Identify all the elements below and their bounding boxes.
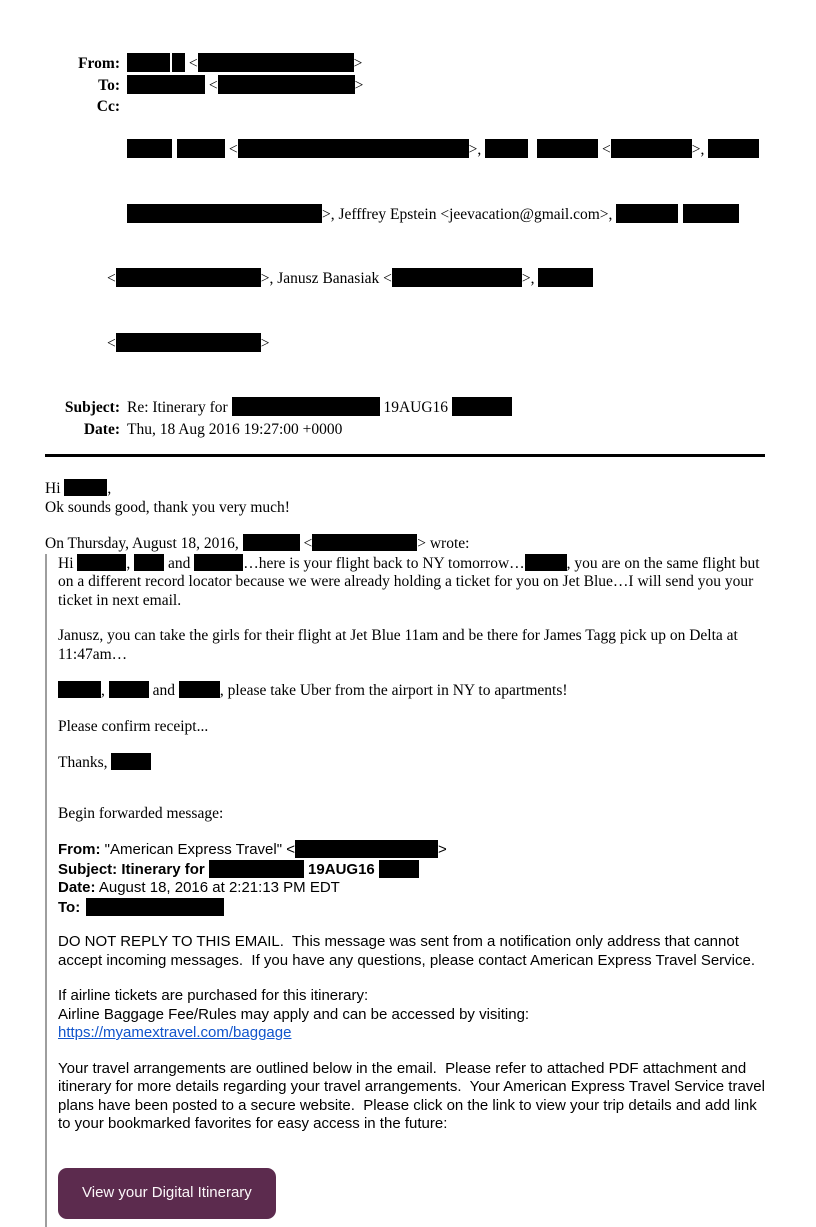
angle-close-comma: >, xyxy=(692,141,709,158)
redaction-bar xyxy=(86,898,224,916)
angle-open: < xyxy=(205,77,218,94)
quote-paragraph-thanks xyxy=(58,753,765,773)
quote-text: and xyxy=(164,555,194,572)
redaction-bar xyxy=(177,139,225,158)
forwarded-from-line xyxy=(58,840,765,860)
angle-open: < xyxy=(107,335,116,352)
redaction-bar xyxy=(109,681,149,698)
subject-value xyxy=(127,397,765,419)
redaction-bar xyxy=(538,268,593,287)
redaction-bar xyxy=(116,333,261,352)
redaction-bar xyxy=(238,139,469,158)
quote-text: …here is your flight back to NY tomorrow… xyxy=(243,555,524,572)
redaction-bar xyxy=(64,479,107,496)
no-reply-paragraph: DO NOT REPLY TO THIS EMAIL. This message was sent from a notification only address that cannot accept incoming messages. If you have any questions, please contact American Express Travel Service. xyxy=(58,933,765,970)
redaction-bar xyxy=(392,268,522,287)
angle-open: < xyxy=(107,270,116,287)
redaction-bar xyxy=(179,681,220,698)
forwarded-header xyxy=(58,840,765,917)
travel-arrangements-paragraph: Your travel arrangements are outlined below in the email. Please refer to attached PDF attachment and itinerary for more details regarding your travel arrangements. Your American Express Travel Service travel plans have been posted to a secure website. Please click on the link to view your trip details and add link to your bookmarked favorites for easy access in the future: xyxy=(58,1060,765,1134)
redaction-bar xyxy=(452,397,512,416)
redaction-bar xyxy=(611,139,692,158)
redaction-bar xyxy=(209,860,304,878)
angle-open: < xyxy=(225,141,238,158)
redaction-bar xyxy=(312,534,417,551)
cc-line-2 xyxy=(127,204,765,226)
redaction-bar xyxy=(194,554,243,571)
redaction-bar xyxy=(58,681,101,698)
wrote-text: On Thursday, August 18, 2016, xyxy=(45,535,243,552)
forwarded-subject-text: Itinerary for xyxy=(117,861,209,878)
baggage-text-2: Airline Baggage Fee/Rules may apply and can be accessed by visiting: xyxy=(58,1006,529,1023)
cc-line-1 xyxy=(127,139,765,161)
cc-epstein-text: >, Jefffrey Epstein <jeevacation@gmail.com>, xyxy=(322,206,616,223)
angle-close: > xyxy=(355,77,364,94)
quote-text: , xyxy=(126,555,134,572)
quote-text: , please take Uber from the airport in NY to apartments! xyxy=(220,682,568,699)
forwarded-date-label: Date: xyxy=(58,879,96,896)
cc-line-4 xyxy=(107,333,765,355)
date-value: Thu, 18 Aug 2016 19:27:00 +0000 xyxy=(127,419,765,441)
begin-forwarded-line: Begin forwarded message: xyxy=(58,805,765,824)
cc-banasiak-text: >, Janusz Banasiak < xyxy=(261,270,392,287)
wrote-suffix: > wrote: xyxy=(417,535,469,552)
greeting-comma: , xyxy=(107,480,111,497)
angle-close: > xyxy=(438,841,447,858)
forwarded-date-value: August 18, 2016 at 2:21:13 PM EDT xyxy=(96,879,340,896)
redaction-bar xyxy=(295,840,438,858)
redaction-bar xyxy=(537,139,598,158)
forwarded-subject-label: Subject: xyxy=(58,861,117,878)
to-label: To: xyxy=(45,75,120,97)
redaction-bar xyxy=(243,534,300,551)
angle-close: > xyxy=(354,55,363,72)
subject-text: Re: Itinerary for xyxy=(127,399,232,416)
forwarded-from-label: From: xyxy=(58,841,101,858)
quote-paragraph-uber xyxy=(58,681,765,701)
angle-close-comma: >, xyxy=(522,270,539,287)
quote-paragraph-janusz: Janusz, you can take the girls for their flight at Jet Blue 11am and be there for James Tagg pick up on Delta at 11:47am… xyxy=(58,627,765,664)
forwarded-from-value: "American Express Travel" < xyxy=(101,841,295,858)
redaction-bar xyxy=(232,397,380,416)
greeting-text: Hi xyxy=(45,480,64,497)
angle-close: > xyxy=(261,335,270,352)
redaction-bar xyxy=(379,860,419,878)
redaction-bar xyxy=(683,204,739,223)
header-separator xyxy=(45,454,765,457)
header-row-cc xyxy=(45,96,765,397)
quote-paragraph-confirm: Please confirm receipt... xyxy=(58,718,765,737)
subject-label: Subject: xyxy=(45,397,120,419)
forwarded-subject-date-code: 19AUG16 xyxy=(304,861,379,878)
forwarded-to-label: To: xyxy=(58,899,80,916)
cc-value xyxy=(127,96,765,397)
quote-text: Hi xyxy=(58,555,77,572)
header-row-from xyxy=(45,53,765,75)
quoted-message xyxy=(45,554,765,1227)
cc-line-3 xyxy=(107,268,765,290)
greeting-line xyxy=(45,479,765,499)
redaction-bar xyxy=(172,53,185,72)
wrote-line xyxy=(45,534,765,554)
baggage-text-1: If airline tickets are purchased for this itinerary: xyxy=(58,987,368,1004)
redaction-bar xyxy=(127,75,205,94)
from-value xyxy=(127,53,765,75)
redaction-bar xyxy=(127,139,172,158)
email-header xyxy=(45,53,765,440)
forwarded-message xyxy=(58,840,765,1219)
date-label: Date: xyxy=(45,419,120,441)
forwarded-to-line xyxy=(58,898,765,918)
redaction-bar xyxy=(134,554,164,571)
quote-paragraph-flight xyxy=(58,554,765,611)
redaction-bar xyxy=(218,75,355,94)
forwarded-date-line xyxy=(58,879,765,898)
angle-open: < xyxy=(185,55,198,72)
redaction-bar xyxy=(127,53,170,72)
redaction-bar xyxy=(525,554,567,571)
subject-date-code: 19AUG16 xyxy=(380,399,452,416)
redaction-bar xyxy=(116,268,261,287)
redaction-bar xyxy=(485,139,528,158)
quote-text: and xyxy=(149,682,179,699)
baggage-paragraph xyxy=(58,987,765,1043)
to-value xyxy=(127,75,765,97)
cc-label: Cc: xyxy=(45,96,120,118)
email-body xyxy=(45,479,765,1227)
forwarded-subject-line xyxy=(58,860,765,880)
header-row-date xyxy=(45,419,765,441)
angle-close-comma: >, xyxy=(469,141,486,158)
ok-line: Ok sounds good, thank you very much! xyxy=(45,499,765,518)
quote-text: Thanks, xyxy=(58,754,111,771)
redaction-bar xyxy=(616,204,678,223)
button-row xyxy=(58,1168,765,1220)
redaction-bar xyxy=(708,139,759,158)
redaction-bar xyxy=(127,204,322,223)
header-row-subject xyxy=(45,397,765,419)
angle-open: < xyxy=(300,535,313,552)
redaction-bar xyxy=(198,53,354,72)
redaction-bar xyxy=(111,753,151,770)
from-label: From: xyxy=(45,53,120,75)
quote-text: , xyxy=(101,682,109,699)
view-itinerary-button[interactable]: View your Digital Itinerary xyxy=(58,1168,276,1220)
baggage-link[interactable]: https://myamextravel.com/baggage xyxy=(58,1024,291,1041)
angle-open: < xyxy=(598,141,611,158)
quote-text: , you are on the same flight but on a different record locator because we were already holding a ticket for you on Jet Blue…I will send you your ticket in next email. xyxy=(58,555,763,609)
header-row-to xyxy=(45,75,765,97)
redaction-bar xyxy=(77,554,126,571)
